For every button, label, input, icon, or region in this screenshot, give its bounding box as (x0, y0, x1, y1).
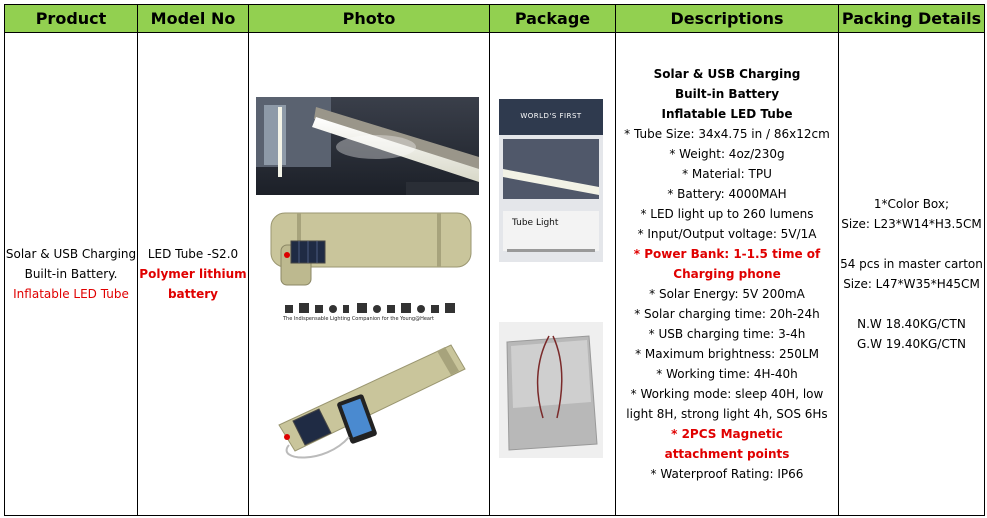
desc-working-mode-2: light 8H, strong light 4h, SOS 6Hs (626, 407, 828, 421)
model-cell (138, 33, 249, 516)
desc-material: * Material: TPU (682, 167, 772, 181)
model-line-2: Polymer lithium (139, 267, 247, 281)
product-line-3: Inflatable LED Tube (13, 287, 129, 301)
product-spec-table (4, 4, 985, 516)
header-model-no: Model No (138, 5, 249, 33)
desc-title-3: Inflatable LED Tube (661, 107, 793, 121)
packing-master-size: Size: L47*W35*H45CM (843, 277, 980, 291)
desc-led-light: * LED light up to 260 lumens (640, 207, 814, 221)
desc-tube-size: * Tube Size: 34x4.75 in / 86x12cm (624, 127, 830, 141)
product-line-1: Solar & USB Charging (5, 247, 137, 261)
descriptions-cell (616, 33, 839, 516)
photo-ceiling-mounted-tube (256, 97, 479, 195)
desc-title-2: Built-in Battery (674, 87, 780, 101)
header-package: Package (490, 5, 616, 33)
desc-usb-time: * USB charging time: 3-4h (648, 327, 806, 341)
photo-usage-icons (285, 299, 465, 315)
photo-tube-solar-panel (261, 211, 479, 289)
model-line-3: battery (167, 287, 219, 301)
header-photo: Photo (249, 5, 490, 33)
desc-max-brightness: * Maximum brightness: 250LM (635, 347, 819, 361)
package-box-label: Tube Light (512, 218, 559, 228)
packing-color-box: 1*Color Box; (873, 197, 950, 211)
desc-battery: * Battery: 4000MAH (667, 187, 787, 201)
header-row (5, 5, 985, 33)
product-row (5, 33, 985, 516)
package-pouch (499, 322, 603, 458)
product-line-2: Built-in Battery. (24, 267, 118, 281)
desc-magnetic-1: * 2PCS Magnetic (671, 427, 783, 441)
desc-io-voltage: * Input/Output voltage: 5V/1A (637, 227, 817, 241)
package-cell (490, 33, 616, 516)
packing-master-carton: 54 pcs in master carton (840, 257, 983, 271)
header-descriptions: Descriptions (616, 5, 839, 33)
photo-tube-charging-phone (265, 333, 475, 465)
header-packing-details: Packing Details (839, 5, 985, 33)
desc-working-mode-1: * Working mode: sleep 40H, low (630, 387, 824, 401)
photo-cell (249, 33, 490, 516)
desc-title-1: Solar & USB Charging (653, 67, 801, 81)
desc-power-bank-1: * Power Bank: 1-1.5 time of (633, 247, 821, 261)
desc-magnetic-2: attachment points (664, 447, 790, 461)
packing-gross-weight: G.W 19.40KG/CTN (856, 337, 967, 351)
model-line-1: LED Tube -S2.0 (147, 247, 239, 261)
packing-spacer-2 (839, 294, 984, 314)
desc-solar-time: * Solar charging time: 20h-24h (634, 307, 820, 321)
desc-solar-energy: * Solar Energy: 5V 200mA (649, 287, 805, 301)
header-product: Product (5, 5, 138, 33)
desc-power-bank-2: Charging phone (673, 267, 781, 281)
package-color-box (499, 99, 603, 262)
packing-spacer-1 (839, 234, 984, 254)
packing-color-box-size: Size: L23*W14*H3.5CM (841, 217, 982, 231)
desc-waterproof: * Waterproof Rating: IP66 (650, 467, 804, 481)
product-cell (5, 33, 138, 516)
package-box-brand: WORLD'S FIRST (520, 112, 582, 120)
photo-icons-caption: The Indispensable Lighting Companion for the Young@Heart (283, 316, 434, 322)
packing-net-weight: N.W 18.40KG/CTN (857, 317, 966, 331)
desc-working-time: * Working time: 4H-40h (656, 367, 798, 381)
packing-cell (839, 33, 985, 516)
desc-weight: * Weight: 4oz/230g (669, 147, 785, 161)
